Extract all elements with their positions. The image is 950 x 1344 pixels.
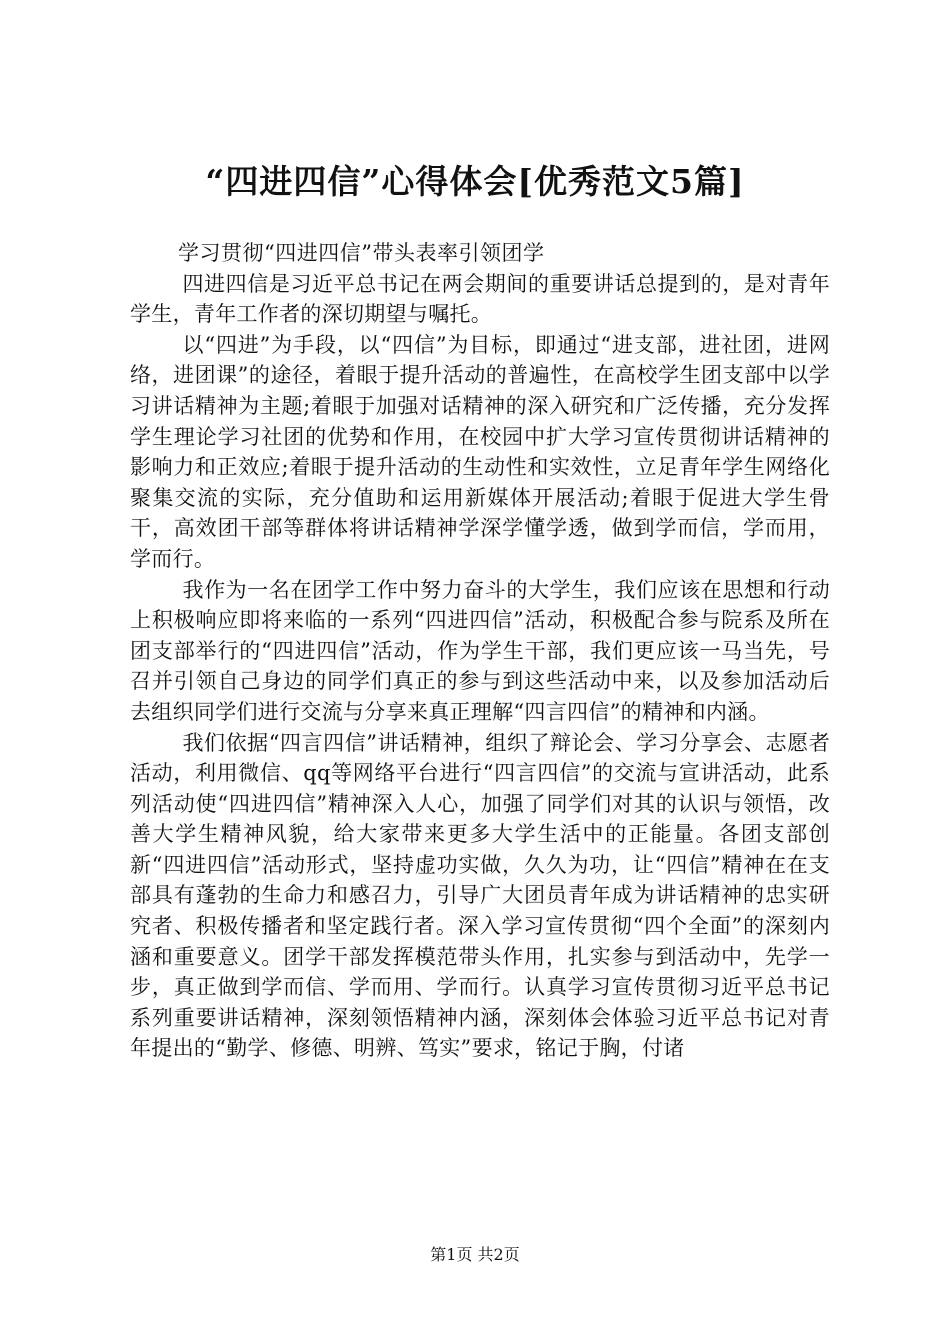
document-title: “四进四信”心得体会[优秀范文5篇] [205, 162, 745, 201]
paragraph: 我们依据“四言四信”讲话精神，组织了辩论会、学习分享会、志愿者活动，利用微信、qq等网络平台进行“四言四信”的交流与宣讲活动，此系列活动使“四进四信”精神深入人心，加强了同学们对其的认识与领悟，改善大学生精神风貌，给大家带来更多大学生活中的正能量。各团支部创新“四进四信”活动形式，坚持虚功实做，久久为功，让“四信”精神在在支部具有蓬勃的生命力和感召力，引导广大团员青年成为讲话精神的忠实研究者、积极传播者和坚定践行者。深入学习宣传贯彻“四个全面”的深刻内涵和重要意义。团学干部发挥模范带头作用，扎实参与到活动中，先学一步，真正做到学而信、学而用、学而行。认真学习宣传贯彻习近平总书记系列重要讲话精神，深刻领悟精神内涵，深刻体会体验习近平总书记对青年提出的“勤学、修德、明辨、笃实”要求，铭记于胸，付诸 [130, 730, 830, 1061]
document-subtitle: 学习贯彻“四进四信”带头表率引领团学 [178, 241, 545, 265]
paragraph: 以“四进”为手段，以“四信”为目标，即通过“进支部，进社团，进网络，进团课”的途径，着眼于提升活动的普遍性，在高校学生团支部中以学习讲话精神为主题;着眼于加强对话精神的深入研究和广泛传播，充分发挥学生理论学习社团的优势和作用，在校园中扩大学习宣传贯彻讲话精神的影响力和正效应;着眼于提升活动的生动性和实效性，立足青年学生网络化聚集交流的实际，充分值助和运用新媒体开展活动;着眼于促进大学生骨干，高效团干部等群体将讲话精神学深学懂学透，做到学而信，学而用，学而行。 [130, 332, 830, 571]
page-number-footer: 第1页 共2页 [430, 1245, 520, 1264]
paragraph: 我作为一名在团学工作中努力奋斗的大学生，我们应该在思想和行动上积极响应即将来临的一系列“四进四信”活动，积极配合参与院系及所在团支部举行的“四进四信”活动，作为学生干部，我们更应该一马当先，号召并引领自己身边的同学们真正的参与到这些活动中来，以及参加活动后去组织同学们进行交流与分享来真正理解“四言四信”的精神和内涵。 [130, 577, 830, 724]
document-body [130, 238, 830, 1064]
paragraph: 四进四信是习近平总书记在两会期间的重要讲话总提到的，是对青年学生，青年工作者的深切期望与嘱托。 [130, 271, 830, 327]
